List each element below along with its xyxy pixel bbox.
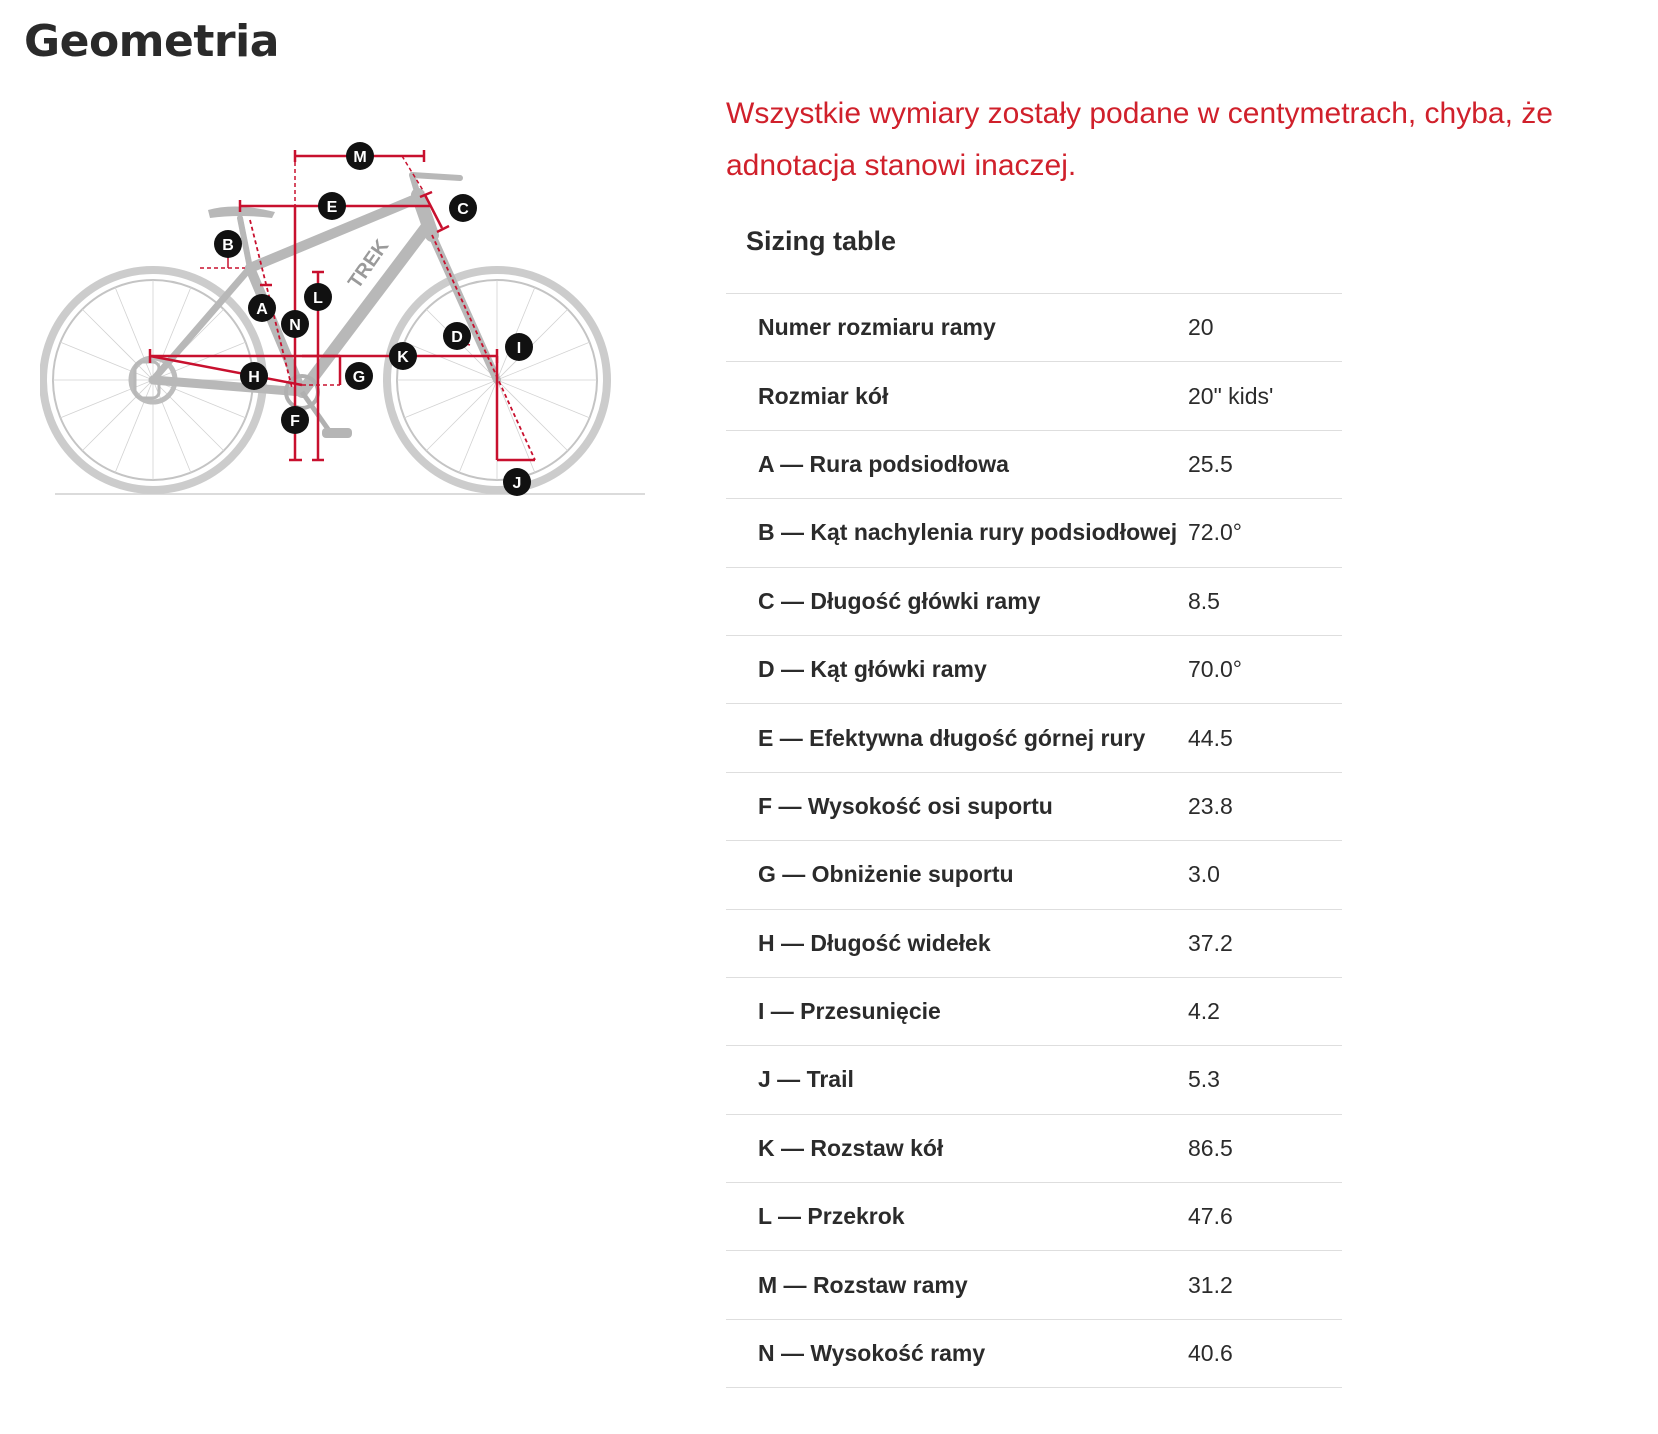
sizing-table (726, 293, 1342, 1388)
svg-text:C: C (457, 201, 469, 218)
row-label: F — Wysokość osi suportu (758, 792, 1053, 819)
table-row (726, 978, 1342, 1046)
row-label: J — Trail (758, 1066, 854, 1093)
marker-b (214, 230, 242, 258)
row-value: 44.5 (1188, 724, 1233, 751)
row-value: 5.3 (1188, 1066, 1220, 1093)
page-title: Geometria (24, 16, 279, 67)
row-label: D — Kąt główki ramy (758, 656, 987, 683)
dimension-lines (150, 150, 535, 460)
row-value: 25.5 (1188, 450, 1233, 477)
row-value: 23.8 (1188, 792, 1233, 819)
row-label: M — Rozstaw ramy (758, 1271, 968, 1298)
svg-text:K: K (397, 349, 409, 366)
table-row (726, 568, 1342, 636)
row-label: L — Przekrok (758, 1203, 905, 1230)
marker-l (304, 283, 332, 311)
row-value: 8.5 (1188, 587, 1220, 614)
table-row (726, 294, 1342, 362)
marker-n (281, 310, 309, 338)
table-row (726, 1183, 1342, 1251)
sizing-table-title: Sizing table (746, 226, 897, 256)
row-value: 37.2 (1188, 929, 1233, 956)
row-label: N — Wysokość ramy (758, 1340, 986, 1367)
marker-i (505, 333, 533, 361)
svg-text:J: J (512, 475, 522, 492)
table-row (726, 910, 1342, 978)
row-label: C — Długość główki ramy (758, 587, 1041, 614)
marker-h (240, 362, 268, 390)
row-label: B — Kąt nachylenia rury podsiodłowej (758, 519, 1178, 546)
row-label: G — Obniżenie suportu (758, 861, 1014, 888)
row-value: 20 (1188, 314, 1214, 341)
marker-d (443, 322, 471, 350)
row-value: 20" kids' (1188, 382, 1274, 409)
svg-text:F: F (290, 413, 300, 430)
table-row (726, 431, 1342, 499)
marker-a (248, 294, 276, 322)
marker-f (281, 406, 309, 434)
marker-k (389, 342, 417, 370)
row-value: 31.2 (1188, 1271, 1233, 1298)
table-row (726, 1320, 1342, 1388)
marker-e (318, 192, 346, 220)
table-row (726, 636, 1342, 704)
table-row (726, 499, 1342, 567)
units-note: Wszystkie wymiary zostały podane w centymetrach, chyba, że adnotacja stanowi inaczej. (726, 97, 1553, 182)
row-label: H — Długość widełek (758, 929, 991, 956)
svg-text:M: M (353, 149, 367, 166)
frame-logo: TREK (344, 235, 394, 293)
svg-text:G: G (352, 369, 366, 386)
marker-j (503, 468, 531, 496)
svg-text:H: H (248, 369, 260, 386)
row-value: 4.2 (1188, 998, 1220, 1025)
row-label: K — Rozstaw kół (758, 1134, 944, 1161)
table-row (726, 841, 1342, 909)
svg-text:B: B (222, 237, 234, 254)
row-label: E — Efektywna długość górnej rury (758, 724, 1146, 751)
svg-text:E: E (326, 199, 338, 216)
row-value: 47.6 (1188, 1203, 1233, 1230)
row-label: Rozmiar kół (758, 382, 889, 409)
svg-text:N: N (289, 317, 301, 334)
marker-c (449, 194, 477, 222)
row-label: Numer rozmiaru ramy (758, 314, 996, 341)
row-value: 3.0 (1188, 861, 1220, 888)
marker-m (346, 142, 374, 170)
table-row (726, 1046, 1342, 1114)
table-row (726, 773, 1342, 841)
table-row (726, 704, 1342, 772)
row-label: I — Przesunięcie (758, 998, 941, 1025)
svg-text:D: D (451, 329, 463, 346)
row-value: 40.6 (1188, 1340, 1233, 1367)
row-label: A — Rura podsiodłowa (758, 450, 1009, 477)
marker-g (345, 362, 373, 390)
table-row (726, 1115, 1342, 1183)
svg-text:I: I (516, 340, 522, 357)
table-row (726, 1251, 1342, 1319)
row-value: 86.5 (1188, 1134, 1233, 1161)
row-value: 72.0° (1188, 519, 1242, 546)
svg-text:L: L (313, 290, 323, 307)
table-row (726, 362, 1342, 430)
svg-text:A: A (256, 301, 268, 318)
bike-geometry-diagram (40, 140, 660, 530)
row-value: 70.0° (1188, 656, 1242, 683)
